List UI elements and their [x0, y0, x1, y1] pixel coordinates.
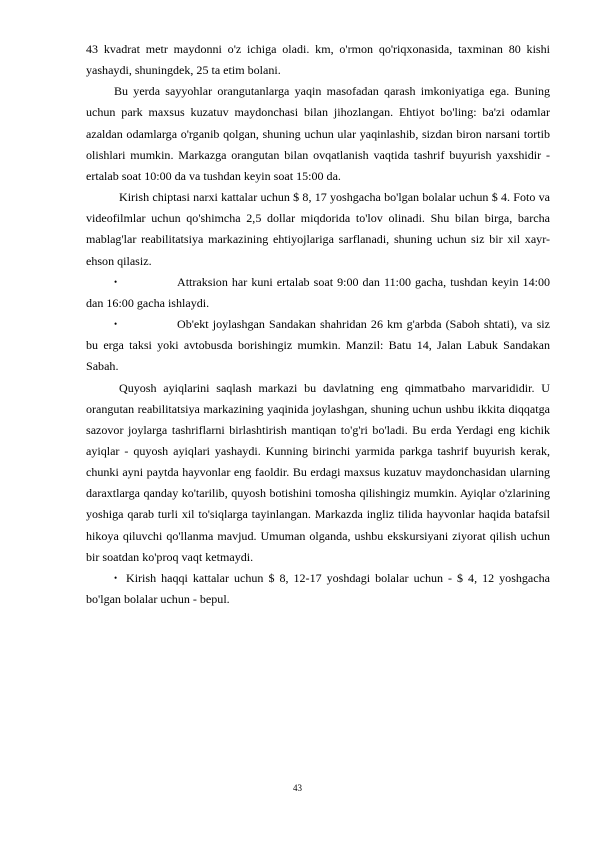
- paragraph-kirish-narxi: Kirish chiptasi narxi kattalar uchun $ 8, 17 yoshgacha bo'lgan bolalar uchun $ 4. Foto va videofilmlar uchun qo'shimcha 2,5 dollar miqdorida to'lov olinadi. Shu bilan birga, barcha mablag'lar reabilitatsiya markazining ehtiyojlariga sarflanadi, shuning uchun siz bir xil xayr-ehson qilasiz.: [86, 190, 550, 268]
- bullet-icon: •: [114, 572, 118, 583]
- bullet-item-ish-vaqti: [86, 272, 550, 314]
- paragraph-quyosh-ayiqlari: Quyosh ayiqlarini saqlash markazi bu davlatning eng qimmatbaho marvarididir. U orangutan reabilitatsiya markazining yaqinida joylashgan, shuning uchun ushbu ikkita diqqatga sazovor joylarga tashriflarni birlashtirish mantiqan to'g'ri bo'ladi. Bu erda Yerdagi eng kichik ayiqlar - quyosh ayiqlari yashaydi. Kunning birinchi yarmida parkga tashrif buyurish kerak, chunki ayni paytda hayvonlar eng faoldir. Bu erdagi maxsus kuzatuv maydonchasidan ularning daraxtlarga qanday ko'tarilib, quyosh botishini tomosha qilishingiz mumkin. Ayiqlar o'zlarining yoshiga qarab turli xil to'siqlarga tayinlangan. Markazda ingliz tilida hayvonlar haqida batafsil hikoya qiluvchi qo'llanma mavjud. Umuman olganda, ushbu ekskursiyani ziyorat qilish uchun bir soatdan ko'proq vaqt ketmaydi.: [86, 380, 550, 564]
- bullet-icon: •: [114, 319, 118, 330]
- bullet-text: Attraksion har kuni ertalab soat 9:00 dan 11:00 gacha, tushdan keyin 14:00 dan 16:00 gacha ishlaydi.: [86, 274, 550, 310]
- paragraph-sayyohlar: Bu yerda sayyohlar orangutanlarga yaqin masofadan qarash imkoniyatiga ega. Buning uchun park maxsus kuzatuv maydonchasi bilan jihozlangan. Ehtiyot bo'ling: ba'zi odamlar azaldan odamlarga o'rganib qolgan, shuning uchun ular yaqinlashib, sizdan biron narsani tortib olishlari mumkin. Markazga orangutan bilan ovqatlanish vaqtida tashrif buyurish yaxshidir - ertalab soat 10:00 da va tushdan keyin soat 15:00 da.: [86, 84, 550, 183]
- paragraph-intro: 43 kvadrat metr maydonni o'z ichiga oladi. km, o'rmon qo'riqxonasida, taxminan 80 kishi yashaydi, shuningdek, 25 ta etim bolani.: [86, 42, 550, 78]
- page-number: 43: [293, 783, 302, 793]
- bullet-item-manzil: [86, 314, 550, 377]
- bullet-text: Kirish haqqi kattalar uchun $ 8, 12-17 yoshdagi bolalar uchun - $ 4, 12 yoshgacha bo'lgan bolalar uchun - bepul.: [86, 570, 550, 607]
- bullet-text: Ob'ekt joylashgan Sandakan shahridan 26 km g'arbda (Saboh shtati), va siz bu erga taksi yoki avtobusda borishingiz mumkin. Manzil: Batu 14, Jalan Labuk Sandakan Sabah.: [86, 317, 550, 374]
- bullet-icon: •: [114, 276, 118, 287]
- document-page: [86, 39, 550, 610]
- bullet-item-kirish-haqqi: [86, 568, 550, 610]
